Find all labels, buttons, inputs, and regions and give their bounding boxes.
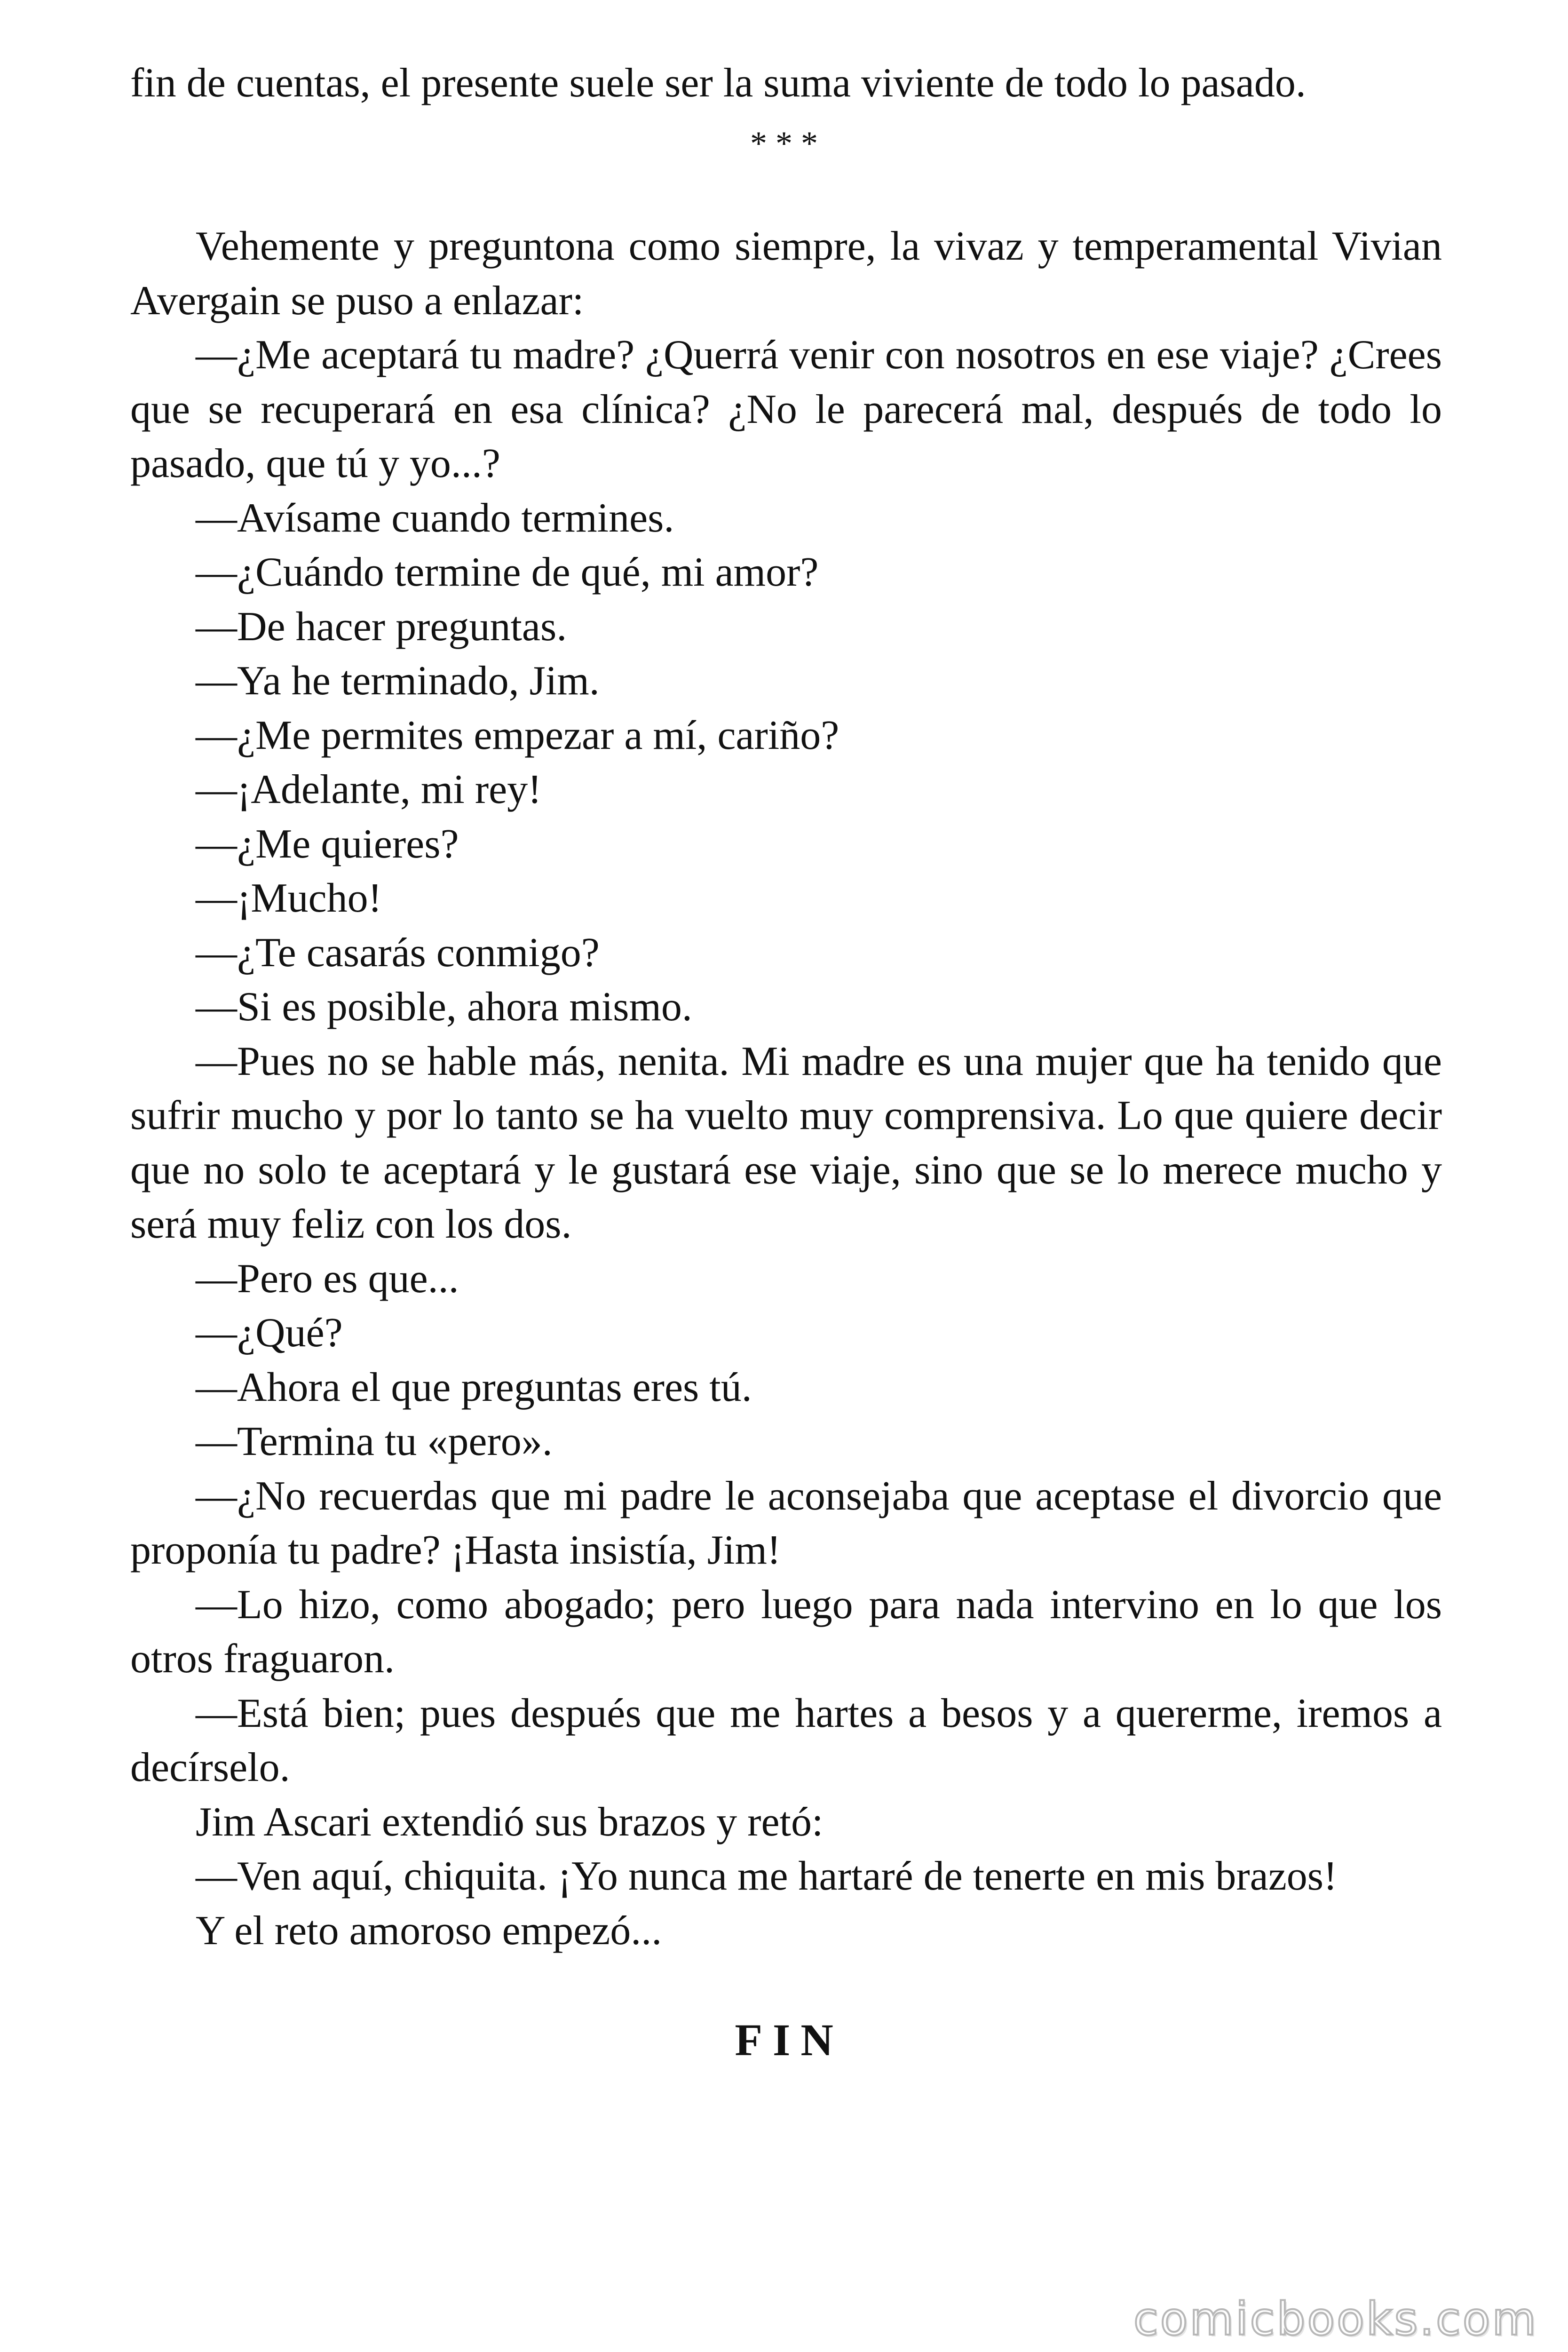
section-separator: * * * (750, 125, 818, 162)
paragraph: Jim Ascari extendió sus brazos y retó: (196, 1799, 824, 1845)
dialogue-line: —¿Me permites empezar a mí, cariño? (196, 712, 839, 758)
watermark: comicbooks.com (1133, 2293, 1538, 2345)
dialogue-line: —¿Me quieres? (196, 821, 459, 867)
lead-paragraph: fin de cuentas, el presente suele ser la suma viviente de todo lo pasado. (130, 60, 1306, 106)
dialogue-line: —Ahora el que preguntas eres tú. (196, 1364, 752, 1410)
dialogue-line: —Avísame cuando termines. (196, 495, 674, 541)
dialogue-line: —Ya he terminado, Jim. (196, 658, 600, 704)
dialogue-line: —¿Te casarás conmigo? (196, 930, 600, 976)
dialogue-line: —¿Cuándo termine de qué, mi amor? (196, 549, 819, 595)
dialogue-line: —¡Adelante, mi rey! (196, 767, 542, 812)
dialogue-line: —¿Qué? (196, 1310, 343, 1356)
paragraph: Y el reto amoroso empezó... (196, 1907, 662, 1954)
dialogue-line: —¿No recuerdas que mi padre le aconsejaba que aceptase el divorcio que proponía tu padre? ¡Hasta insistía, Jim! (130, 1473, 1442, 1573)
paragraph: Vehemente y preguntona como siempre, la vivaz y temperamental Vivian Avergain se puso a enlazar: (130, 223, 1442, 324)
dialogue-line: —De hacer preguntas. (196, 604, 567, 650)
dialogue-line: —¡Mucho! (196, 875, 382, 921)
dialogue-line: —¿Me aceptará tu madre? ¿Querrá venir con nosotros en ese viaje? ¿Crees que se recuperará en esa clínica? ¿No le parecerá mal, después de todo lo pasado, que tú y yo...? (130, 332, 1442, 486)
main-text (130, 219, 1442, 1958)
dialogue-line: —Termina tu «pero». (196, 1419, 553, 1464)
dialogue-line: —Si es posible, ahora mismo. (196, 984, 692, 1030)
dialogue-line: —Pues no se hable más, nenita. Mi madre es una mujer que ha tenido que sufrir mucho y por lo tanto se ha vuelto muy comprensiva. Lo que quiere decir que no solo te aceptará y le gustará ese viaje, sino que se lo merece mucho y será muy feliz con los dos. (130, 1038, 1442, 1247)
dialogue-line: —Está bien; pues después que me hartes a besos y a quererme, iremos a decírselo. (130, 1690, 1442, 1790)
dialogue-line: —Lo hizo, como abogado; pero luego para nada intervino en lo que los otros fraguaron. (130, 1581, 1442, 1682)
end-title: FIN (735, 2015, 844, 2065)
dialogue-line: —Ven aquí, chiquita. ¡Yo nunca me hartaré de tenerte en mis brazos! (196, 1853, 1338, 1899)
dialogue-line: —Pero es que... (196, 1255, 459, 1302)
